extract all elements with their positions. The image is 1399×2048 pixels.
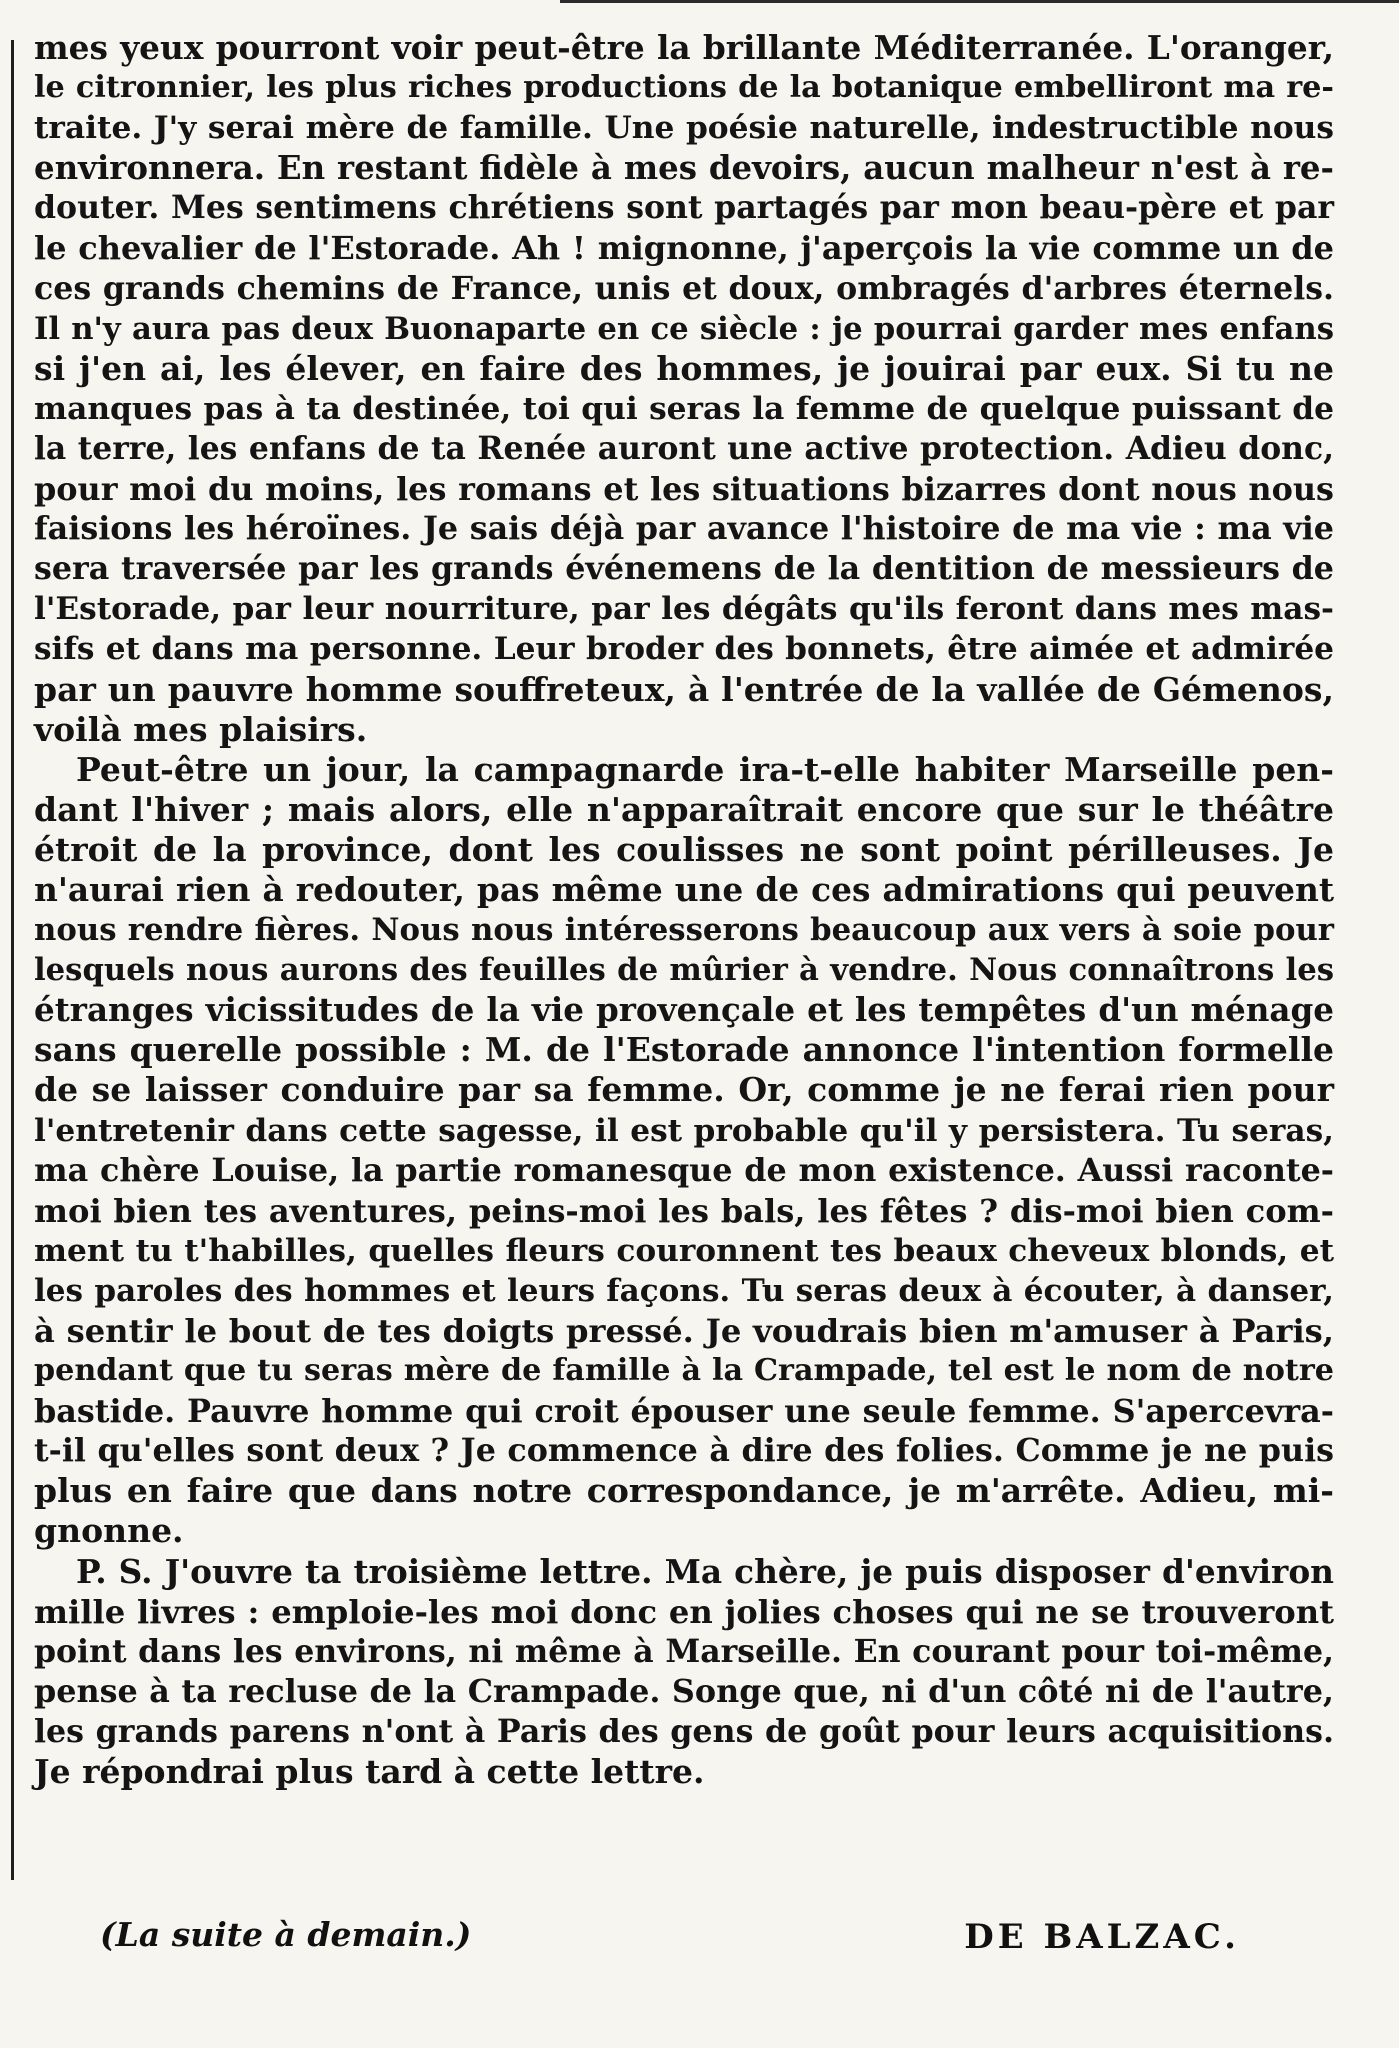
text-line: étroit de la province, dont les coulisses ne sont point périlleuses. Je (34, 829, 1334, 869)
text-line: gnonne. (34, 1511, 184, 1551)
text-line: bastide. Pauvre homme qui croit épouser une seule femme. S'apercevra- (34, 1392, 1334, 1431)
text-line: mes yeux pourront voir peut-être la brillante Méditerranée. L'oranger, (34, 28, 1334, 67)
text-line: ma chère Louise, la partie romanesque de mon existence. Aussi raconte- (34, 1151, 1334, 1189)
text-line: dant l'hiver ; mais alors, elle n'apparaîtrait encore que sur le théâtre (34, 789, 1334, 829)
top-rule (560, 0, 1399, 3)
text-line: les grands parens n'ont à Paris des gens de goût pour leurs acquisitions. (34, 1712, 1334, 1750)
text-line: mille livres : emploie-les moi donc en jolies choses qui ne se trouveront (34, 1592, 1334, 1631)
text-line: environnera. En restant fidèle à mes devoirs, aucun malheur n'est à re- (34, 149, 1334, 188)
text-line: Peut-être un jour, la campagnarde ira-t-elle habiter Marseille pen- (76, 749, 1334, 789)
text-line: sifs et dans ma personne. Leur broder des bonnets, être aimée et admirée (34, 631, 1334, 668)
text-line: n'aurai rien à redouter, pas même une de ces admirations qui peuvent (34, 869, 1334, 909)
text-line: manques pas à ta destinée, toi qui seras la femme de quelque puissant de (34, 390, 1334, 427)
postscript (34, 1552, 1334, 1793)
text-line: la terre, les enfans de ta Renée auront une active protection. Adieu donc, (34, 430, 1334, 467)
text-line: Je répondrai plus tard à cette lettre. (34, 1752, 705, 1792)
text-line: P. S. J'ouvre ta troisième lettre. Ma chère, je puis disposer d'environ (76, 1551, 1334, 1591)
text-line: les paroles des hommes et leurs façons. Tu seras deux à écouter, à danser, (34, 1272, 1334, 1309)
text-line: le citronnier, les plus riches productions de la botanique embelliront ma re- (34, 70, 1334, 106)
text-line: traite. J'y serai mère de famille. Une poésie naturelle, indestructible nous (34, 110, 1334, 147)
author-signature: DE BALZAC. (964, 1917, 1240, 1957)
continuation-note: (La suite à demain.) (100, 1915, 472, 1954)
text-line: de se laisser conduire par sa femme. Or, comme je ne ferai rien pour (34, 1070, 1334, 1110)
text-line: par un pauvre homme souffreteux, à l'entrée de la vallée de Gémenos, (34, 669, 1334, 709)
text-line: voilà mes plaisirs. (34, 709, 368, 749)
text-line: le chevalier de l'Estorade. Ah ! mignonne, j'aperçois la vie comme un de (34, 229, 1334, 268)
text-line: moi bien tes aventures, peins-moi les bals, les fêtes ? dis-moi bien com- (34, 1191, 1334, 1230)
text-line: lesquels nous aurons des feuilles de mûrier à vendre. Nous connaîtrons les (34, 952, 1334, 989)
text-line: l'Estorade, par leur nourriture, par les dégâts qu'ils feront dans mes mas- (34, 591, 1334, 628)
text-column (34, 28, 1334, 1792)
text-line: sera traversée par les grands événemens de la dentition de messieurs de (34, 550, 1334, 588)
text-line: si j'en ai, les élever, en faire des hommes, je jouirai par eux. Si tu ne (34, 348, 1334, 388)
text-line: point dans les environs, ni même à Marseille. En courant pour toi-même, (34, 1632, 1334, 1670)
text-line: douter. Mes sentimens chrétiens sont partagés par mon beau-père et par (34, 189, 1334, 227)
text-line: l'entretenir dans cette sagesse, il est probable qu'il y persistera. Tu seras, (34, 1112, 1334, 1149)
text-line: étranges vicissitudes de la vie provençale et les tempêtes d'un ménage (34, 990, 1334, 1030)
text-line: à sentir le bout de tes doigts pressé. Je voudrais bien m'amuser à Paris, (34, 1312, 1334, 1350)
paragraph-2 (34, 750, 1334, 1552)
article-footer (100, 1915, 1240, 1975)
text-line: ces grands chemins de France, unis et doux, ombragés d'arbres éternels. (34, 269, 1334, 307)
text-line: sans querelle possible : M. de l'Estorade annonce l'intention formelle (34, 1030, 1334, 1070)
text-line: Il n'y aura pas deux Buonaparte en ce siècle : je pourrai garder mes enfans (34, 310, 1334, 347)
paragraph-1 (34, 28, 1334, 750)
text-line: pense à ta recluse de la Crampade. Songe que, ni d'un côté ni de l'autre, (34, 1672, 1334, 1710)
text-line: ment tu t'habilles, quelles fleurs couronnent tes beaux cheveux blonds, et (34, 1232, 1334, 1269)
text-line: plus en faire que dans notre correspondance, je m'arrête. Adieu, mi- (34, 1471, 1334, 1511)
text-line: t-il qu'elles sont deux ? Je commence à dire des folies. Comme je ne puis (34, 1432, 1334, 1470)
text-line: pour moi du moins, les romans et les situations bizarres dont nous nous (34, 470, 1334, 509)
text-line: nous rendre fières. Nous nous intéresserons beaucoup aux vers à soie pour (34, 912, 1334, 949)
text-line: pendant que tu seras mère de famille à la Crampade, tel est le nom de notre (34, 1353, 1334, 1389)
column-rule (11, 40, 14, 1880)
text-line: faisions les héroïnes. Je sais déjà par avance l'histoire de ma vie : ma vie (34, 510, 1334, 548)
